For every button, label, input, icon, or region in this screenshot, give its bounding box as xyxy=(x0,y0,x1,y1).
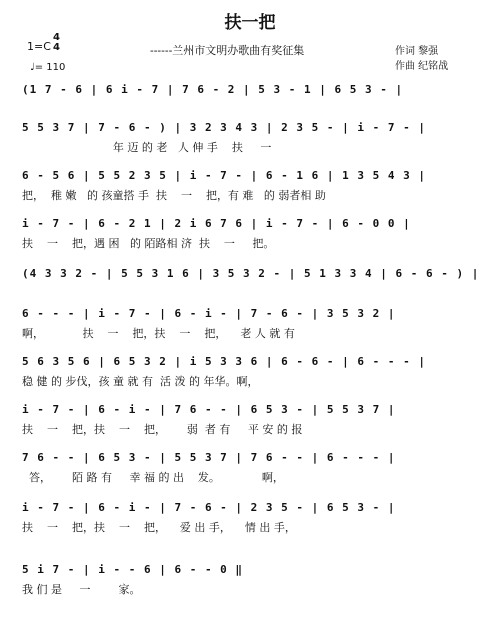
lyrics-line: 扶 一 把，扶 一 把， 弱 者 有 平 安 的 报 xyxy=(22,423,303,436)
time-signature-bottom: 4 xyxy=(53,42,60,53)
song-subtitle: ------兰州市文明办歌曲有奖征集 xyxy=(150,44,305,57)
lyrics-line: 我 们 是 一 家。 xyxy=(22,583,141,596)
notation-line: i - 7 - | 6 - i - | 7 6 - - | 6 5 3 - | 5 5 3 7 | xyxy=(22,403,396,416)
notation-line: 5 5 3 7 | 7 - 6 - ) | 3 2 3 4 3 | 2 3 5 - | i - 7 - | xyxy=(22,121,426,134)
notation-line: i - 7 - | 6 - 2 1 | 2 i 6 7 6 | i - 7 - | 6 - 0 0 | xyxy=(22,217,411,230)
score-system xyxy=(0,498,500,554)
score-system xyxy=(0,560,500,616)
notation-line: (4 3 3 2 - | 5 5 3 1 6 | 3 5 3 2 - | 5 1 3 3 4 | 6 - 6 - ) | xyxy=(22,267,480,280)
lyrics-line: 啊， 扶 一 把，扶 一 把， 老 人 就 有 xyxy=(22,327,295,340)
composer-credit: 作曲 纪铭战 xyxy=(395,61,449,72)
song-title: 扶一把 xyxy=(224,13,276,33)
notation-line: (1 7 - 6 | 6 i - 7 | 7 6 - 2 | 5 3 - 1 | 6 5 3 - | xyxy=(22,83,404,96)
lyrics-line xyxy=(22,102,492,118)
time-signature-top: 4 xyxy=(53,32,60,43)
lyrics-line: 扶 一 把，扶 一 把， 爱 出 手， 情 出 手， xyxy=(22,521,296,534)
lyrics-line: 稳 健 的 步伐，孩 童 就 有 活 泼 的 年华。啊， xyxy=(22,375,259,388)
key-signature: 1=C xyxy=(27,40,51,53)
lyricist-credit: 作词 黎强 xyxy=(395,46,439,57)
lyrics-line: 把， 稚 嫩 的 孩童搭 手 扶 一 把，有 难 的 弱者相 助 xyxy=(22,189,326,202)
score-system xyxy=(0,214,500,270)
notation-line: 6 - - - | i - 7 - | 6 - i - | 7 - 6 - | 3 5 3 2 | xyxy=(22,307,396,320)
notation-line: i - 7 - | 6 - i - | 7 - 6 - | 2 3 5 - | 6 5 3 - | xyxy=(22,501,396,514)
notation-line: 7 6 - - | 6 5 3 - | 5 5 3 7 | 7 6 - - | 6 - - - | xyxy=(22,451,396,464)
lyrics-line: 年 迈 的 老 人 伸 手 扶 一 xyxy=(22,141,272,154)
notation-line: 5 i 7 - | i - - 6 | 6 - - 0 ‖ xyxy=(22,563,244,576)
time-signature xyxy=(53,33,60,53)
lyrics-line: 扶 一 把，遇 困 的 陌路相 济 扶 一 把。 xyxy=(22,237,275,250)
score-system xyxy=(0,448,500,504)
lyrics-line: 答， 陌 路 有 幸 福 的 出 发。 啊， xyxy=(22,471,284,484)
notation-line: 5 6 3 5 6 | 6 5 3 2 | i 5 3 3 6 | 6 - 6 - | 6 - - - | xyxy=(22,355,426,368)
notation-line: 6 - 5 6 | 5 5 2 3 5 | i - 7 - | 6 - 1 6 | 1 3 5 4 3 | xyxy=(22,169,426,182)
lyrics-line xyxy=(22,286,492,302)
tempo-marking: ♩= 110 xyxy=(30,62,66,73)
